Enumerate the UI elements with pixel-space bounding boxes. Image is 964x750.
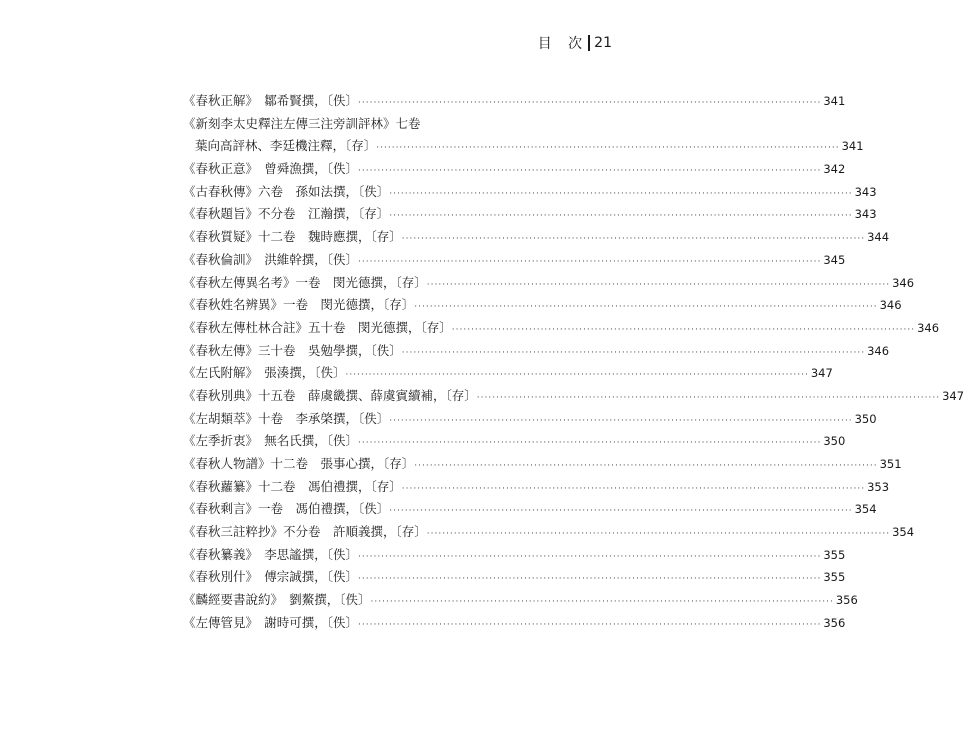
toc-entry-row <box>183 612 846 637</box>
toc-entry-title: 《左傳管見》 謝時可撰，〔佚〕 <box>183 614 359 630</box>
toc-entry-title: 《春秋質疑》十二卷 魏時應撰，〔存〕 <box>183 229 402 245</box>
toc-entry <box>183 566 846 589</box>
dot-leader: ························································································································ <box>370 597 834 608</box>
header-divider <box>588 35 590 51</box>
dot-leader: ························································································································ <box>414 461 878 472</box>
dot-leader: ························································································································ <box>358 98 822 108</box>
toc-entry-row <box>183 430 846 455</box>
toc-entry-title: 《新刻李太史釋注左傳三注旁訓評林》七卷 <box>183 115 421 131</box>
toc-entry <box>183 181 877 204</box>
toc-entry-row <box>183 498 877 523</box>
toc-entry-row <box>183 544 846 569</box>
dot-leader: ························································································································ <box>401 234 866 245</box>
toc-entry-page: 354 <box>854 502 877 517</box>
toc-entry-page: 355 <box>823 570 846 585</box>
toc-entry-page: 350 <box>854 411 877 426</box>
toc-entry-page: 346 <box>892 275 915 290</box>
toc-entry-row <box>183 521 915 546</box>
toc-entry-row <box>183 272 915 297</box>
header-title: 目 次 <box>537 36 589 52</box>
dot-leader: ························································································································ <box>389 188 853 199</box>
table-of-contents <box>183 90 964 635</box>
toc-entry <box>183 272 915 295</box>
toc-entry-page: 355 <box>823 547 846 562</box>
toc-entry-row <box>183 249 846 274</box>
toc-entry-title: 《左氏附解》 張湊撰，〔佚〕 <box>183 365 346 381</box>
toc-entry <box>183 453 902 476</box>
dot-leader: ························································································································ <box>414 302 878 313</box>
toc-entry-title: 《春秋人物譜》十二卷 張事心撰，〔存〕 <box>183 456 415 472</box>
dot-leader: ························································································································ <box>345 370 809 381</box>
toc-entry-page: 347 <box>810 366 833 381</box>
toc-entry <box>183 362 833 385</box>
dot-leader: ························································································································ <box>358 438 822 449</box>
dot-leader: ························································································································ <box>358 166 822 177</box>
toc-entry-row <box>183 135 864 160</box>
toc-entry-row <box>183 589 858 614</box>
toc-entry-continuation: 葉向高評林、李廷機注釋，〔存〕 <box>195 138 377 154</box>
toc-entry-page: 356 <box>823 615 846 630</box>
toc-entry <box>183 521 915 544</box>
toc-entry-row <box>183 90 846 115</box>
toc-entry-title: 《左季折衷》 無名氏撰，〔佚〕 <box>183 433 359 449</box>
toc-entry-page: 343 <box>854 207 877 222</box>
toc-entry-title: 《春秋蘿纂》十二卷 馮伯禮撰，〔存〕 <box>183 478 402 494</box>
dot-leader: ························································································································ <box>358 574 822 585</box>
toc-entry-title: 《春秋姓名辨異》一卷 閔光德撰，〔存〕 <box>183 297 415 313</box>
toc-entry-page: 345 <box>823 252 846 267</box>
toc-entry <box>183 203 877 226</box>
toc-entry-page: 341 <box>841 139 864 154</box>
toc-entry-row <box>183 408 877 433</box>
dot-leader: ························································································································ <box>376 143 840 154</box>
toc-entry-title: 《春秋三註粹抄》不分卷 許順義撰，〔存〕 <box>183 524 427 540</box>
toc-entry-title: 《春秋左傳杜林合註》五十卷 閔光德撰，〔存〕 <box>183 319 452 335</box>
toc-entry <box>183 544 846 567</box>
toc-entry <box>183 430 846 453</box>
toc-entry-page: 346 <box>879 298 902 313</box>
toc-entry <box>183 612 846 635</box>
toc-entry <box>183 317 940 340</box>
toc-entry-row <box>183 226 890 251</box>
page-number: 21 <box>594 35 612 51</box>
dot-leader: ························································································································ <box>358 619 822 630</box>
toc-entry-page: 341 <box>823 94 846 108</box>
toc-entry-title: 《左胡類萃》十卷 李承棨撰，〔佚〕 <box>183 410 390 426</box>
toc-entry <box>183 340 890 363</box>
toc-entry-title: 《春秋左傳異名考》一卷 閔光德撰，〔存〕 <box>183 274 427 290</box>
toc-entry-page: 356 <box>835 593 858 608</box>
toc-entry-page: 346 <box>867 343 890 358</box>
toc-entry-page: 353 <box>867 479 890 494</box>
toc-entry-page: 350 <box>823 434 846 449</box>
toc-entry-page: 354 <box>892 525 915 540</box>
toc-entry <box>183 589 858 612</box>
toc-entry <box>183 226 890 249</box>
dot-leader: ························································································································ <box>476 392 941 403</box>
toc-entry-row <box>183 566 846 591</box>
toc-entry-row <box>183 203 877 228</box>
toc-entry <box>183 294 902 317</box>
dot-leader: ························································································································ <box>401 347 866 358</box>
toc-entry-title: 《春秋左傳》三十卷 吳勉學撰，〔佚〕 <box>183 342 402 358</box>
toc-entry <box>183 408 877 431</box>
running-header <box>538 33 612 53</box>
dot-leader: ························································································································ <box>426 529 891 540</box>
dot-leader: ························································································································ <box>426 279 891 290</box>
toc-entry-title: 《春秋別典》十五卷 薛虞畿撰、薛虞賓續補，〔存〕 <box>183 387 477 403</box>
toc-entry-title: 《春秋別什》 傅宗誠撰，〔佚〕 <box>183 569 359 585</box>
dot-leader: ························································································································ <box>389 506 853 517</box>
toc-entry-row <box>183 317 940 342</box>
toc-entry-row <box>183 340 890 365</box>
toc-entry-title: 《春秋題旨》不分卷 江瀚撰，〔存〕 <box>183 206 390 222</box>
toc-entry-page: 347 <box>942 388 964 403</box>
toc-entry-page: 346 <box>917 320 940 335</box>
toc-entry-title: 《春秋纂義》 李思謐撰，〔佚〕 <box>183 546 359 562</box>
toc-entry-title: 《春秋倫訓》 洪維幹撰，〔佚〕 <box>183 251 359 267</box>
toc-entry-page: 342 <box>823 162 846 177</box>
toc-entry-page: 343 <box>854 184 877 199</box>
toc-entry-title: 《春秋剩言》一卷 馮伯禮撰，〔佚〕 <box>183 501 390 517</box>
toc-entry <box>183 90 846 113</box>
toc-entry-title: 《麟經要書說約》 劉鰲撰，〔佚〕 <box>183 592 371 608</box>
toc-entry-row <box>183 181 877 206</box>
toc-entry <box>183 498 877 521</box>
toc-entry-title: 《春秋正解》 鄒希賢撰，〔佚〕 <box>183 93 359 108</box>
toc-entry <box>183 113 864 158</box>
dot-leader: ························································································································ <box>401 483 866 494</box>
dot-leader: ························································································································ <box>389 415 853 426</box>
dot-leader: ························································································································ <box>451 324 916 335</box>
toc-entry-page: 351 <box>879 457 902 472</box>
toc-entry-row <box>183 362 833 387</box>
toc-entry-title: 《春秋正意》 曾舜漁撰，〔佚〕 <box>183 161 359 177</box>
toc-entry-row <box>183 453 902 478</box>
toc-entry <box>183 476 890 499</box>
dot-leader: ························································································································ <box>358 551 822 562</box>
toc-entry <box>183 249 846 272</box>
toc-entry-row <box>183 476 890 501</box>
dot-leader: ························································································································ <box>389 211 853 222</box>
dot-leader: ························································································································ <box>358 256 822 267</box>
toc-entry <box>183 158 846 181</box>
toc-entry-row <box>183 294 902 319</box>
toc-entry-row <box>183 158 846 183</box>
toc-entry-title: 《古春秋傳》六卷 孫如法撰，〔佚〕 <box>183 183 390 199</box>
toc-entry-page: 344 <box>867 230 890 245</box>
toc-entry-row <box>183 385 964 410</box>
toc-entry <box>183 385 964 408</box>
